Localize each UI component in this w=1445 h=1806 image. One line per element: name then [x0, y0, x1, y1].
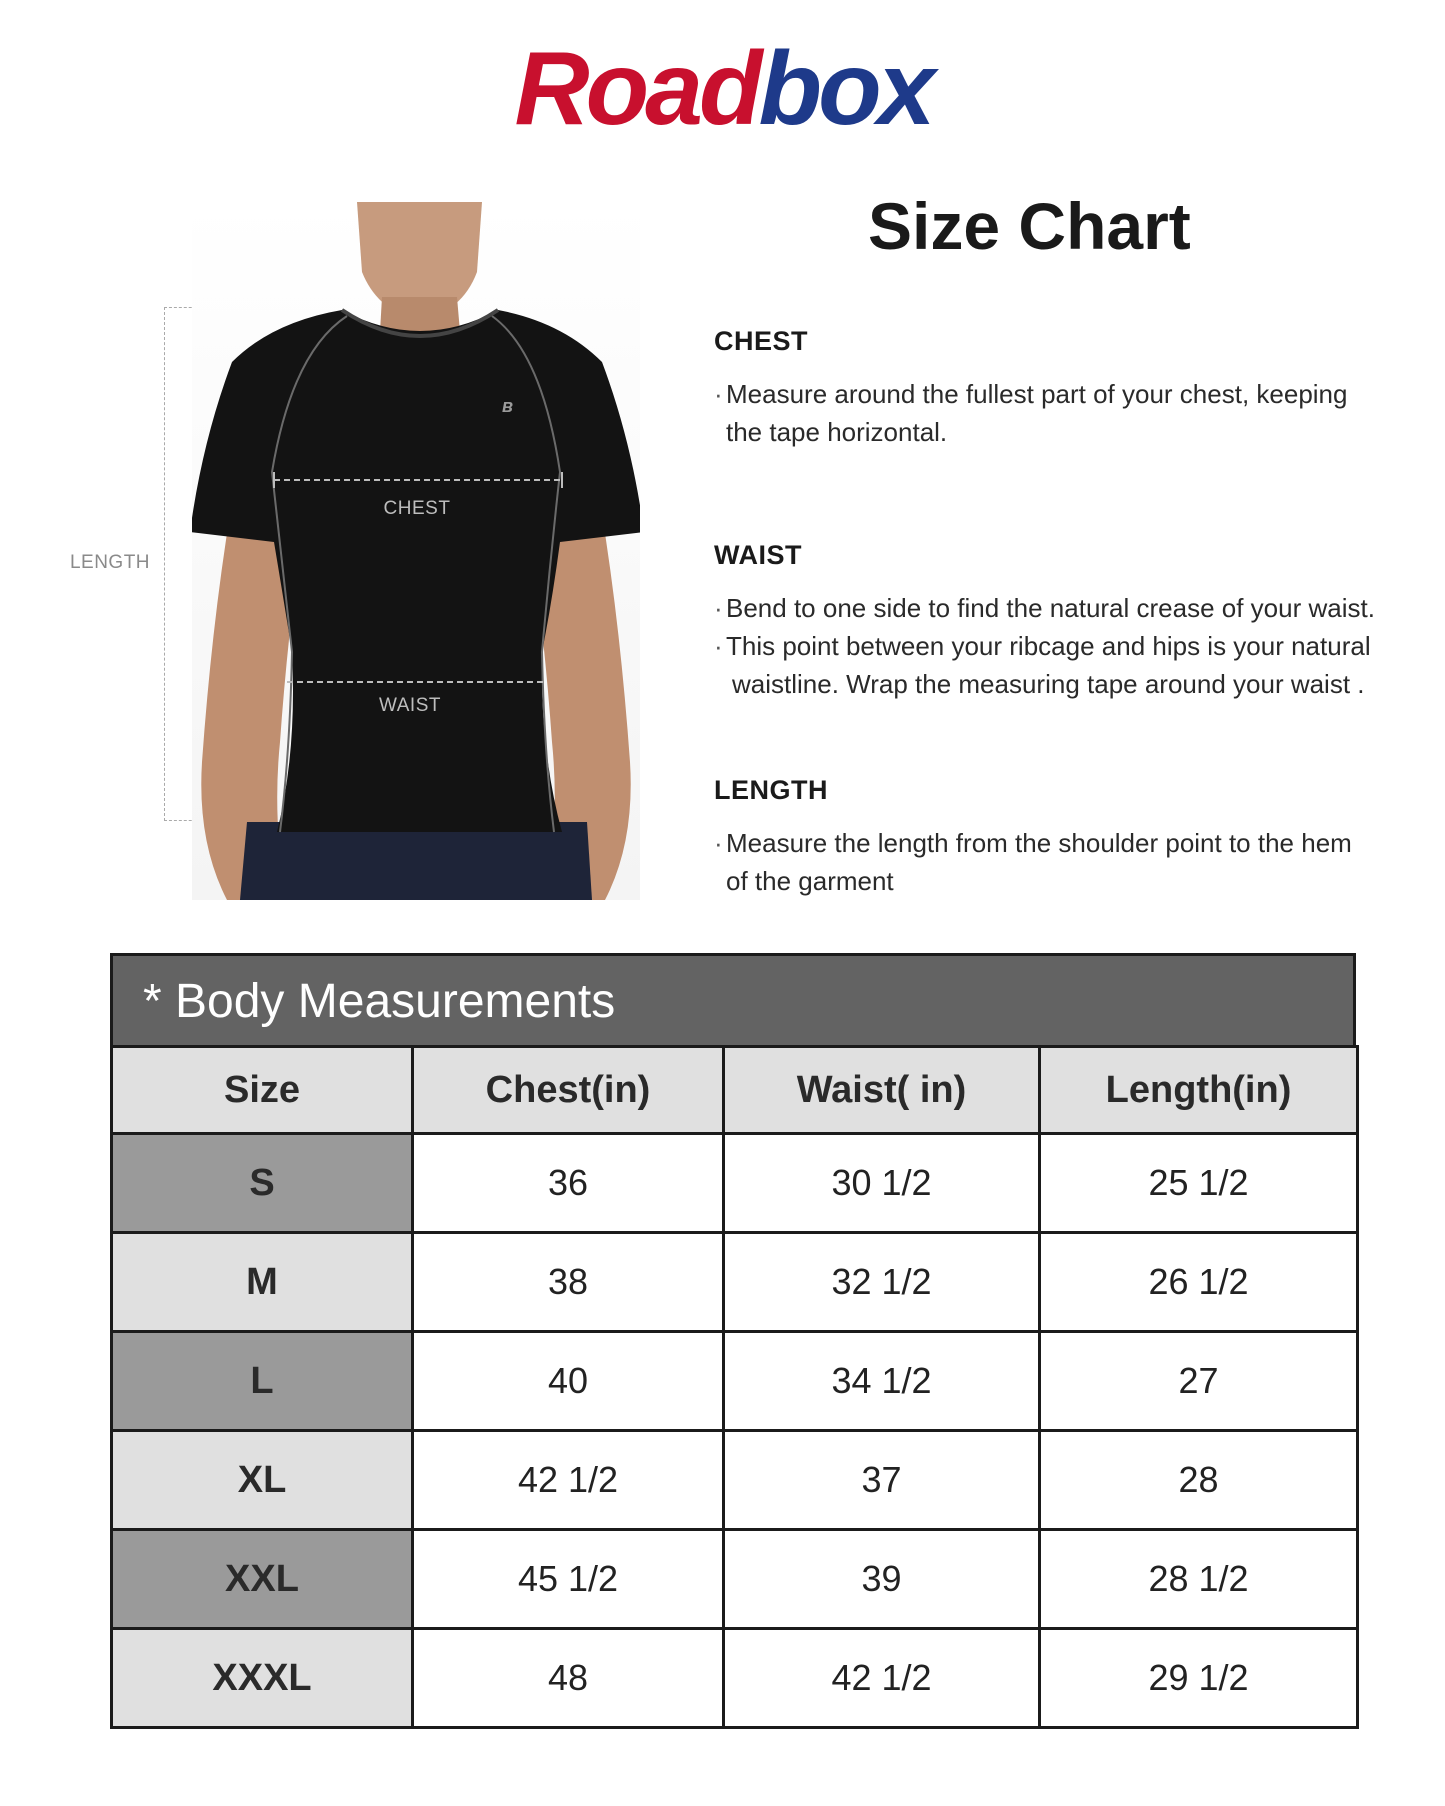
waist-line-1: Bend to one side to find the natural crease of your waist.: [726, 593, 1375, 623]
waist-heading: WAIST: [714, 540, 802, 570]
bullet: ·: [714, 379, 723, 409]
waist-label: WAIST: [379, 695, 441, 716]
logo-text: Roadbox: [514, 38, 931, 138]
length-cell: 25 1/2: [1040, 1134, 1358, 1233]
tshirt-model-illustration: [192, 202, 640, 900]
roadbox-logo: [493, 38, 953, 138]
length-cell: 28: [1040, 1431, 1358, 1530]
size-table: [110, 953, 1356, 1729]
length-heading: LENGTH: [714, 775, 828, 805]
table-row: [112, 1530, 1358, 1629]
measurements-table: [110, 1045, 1359, 1729]
waist-line-3: waistline. Wrap the measuring tape around your waist .: [732, 669, 1365, 699]
chest-cell: 42 1/2: [413, 1431, 724, 1530]
bullet: ·: [714, 631, 723, 661]
chest-line-1: Measure around the fullest part of your chest, keeping: [726, 379, 1348, 409]
model-photo: [192, 202, 640, 900]
chest-instruction: [714, 375, 1404, 451]
waist-instruction: [714, 589, 1404, 703]
chest-cell: 36: [413, 1134, 724, 1233]
chest-cell: 48: [413, 1629, 724, 1728]
size-cell: L: [112, 1332, 413, 1431]
waist-guide: [714, 540, 1404, 703]
length-cell: 29 1/2: [1040, 1629, 1358, 1728]
table-row: [112, 1431, 1358, 1530]
size-cell: XXXL: [112, 1629, 413, 1728]
table-header-row: [112, 1047, 1358, 1134]
col-chest: Chest(in): [413, 1047, 724, 1134]
chest-cell: 38: [413, 1233, 724, 1332]
length-guide: [714, 775, 1404, 900]
table-row: [112, 1233, 1358, 1332]
chest-line-2: the tape horizontal.: [726, 417, 948, 447]
svg-text:ʙ: ʙ: [502, 396, 514, 416]
bullet: ·: [714, 828, 723, 858]
chest-cell: 40: [413, 1332, 724, 1431]
chest-heading: CHEST: [714, 326, 809, 356]
bullet: ·: [714, 593, 723, 623]
waist-cell: 34 1/2: [724, 1332, 1040, 1431]
waist-cell: 37: [724, 1431, 1040, 1530]
table-row: [112, 1134, 1358, 1233]
size-cell: XXL: [112, 1530, 413, 1629]
waist-cell: 30 1/2: [724, 1134, 1040, 1233]
waist-cell: 39: [724, 1530, 1040, 1629]
size-cell: S: [112, 1134, 413, 1233]
table-row: [112, 1629, 1358, 1728]
length-instruction: [714, 824, 1404, 900]
chest-guide: [714, 326, 1404, 451]
length-line-2: of the garment: [726, 866, 894, 896]
waist-line-2: This point between your ribcage and hips is your natural: [726, 631, 1371, 661]
length-cell: 28 1/2: [1040, 1530, 1358, 1629]
table-heading: * Body Measurements: [110, 953, 1356, 1045]
chest-label: CHEST: [383, 498, 451, 519]
brand-logo: [0, 38, 1445, 148]
length-line-1: Measure the length from the shoulder point to the hem: [726, 828, 1352, 858]
size-cell: XL: [112, 1431, 413, 1530]
page-title: Size Chart: [868, 189, 1191, 263]
length-cell: 27: [1040, 1332, 1358, 1431]
col-size: Size: [112, 1047, 413, 1134]
col-waist: Waist( in): [724, 1047, 1040, 1134]
waist-cell: 32 1/2: [724, 1233, 1040, 1332]
length-label: LENGTH: [69, 552, 151, 573]
table-row: [112, 1332, 1358, 1431]
waist-cell: 42 1/2: [724, 1629, 1040, 1728]
chest-cell: 45 1/2: [413, 1530, 724, 1629]
size-cell: M: [112, 1233, 413, 1332]
length-cell: 26 1/2: [1040, 1233, 1358, 1332]
col-length: Length(in): [1040, 1047, 1358, 1134]
